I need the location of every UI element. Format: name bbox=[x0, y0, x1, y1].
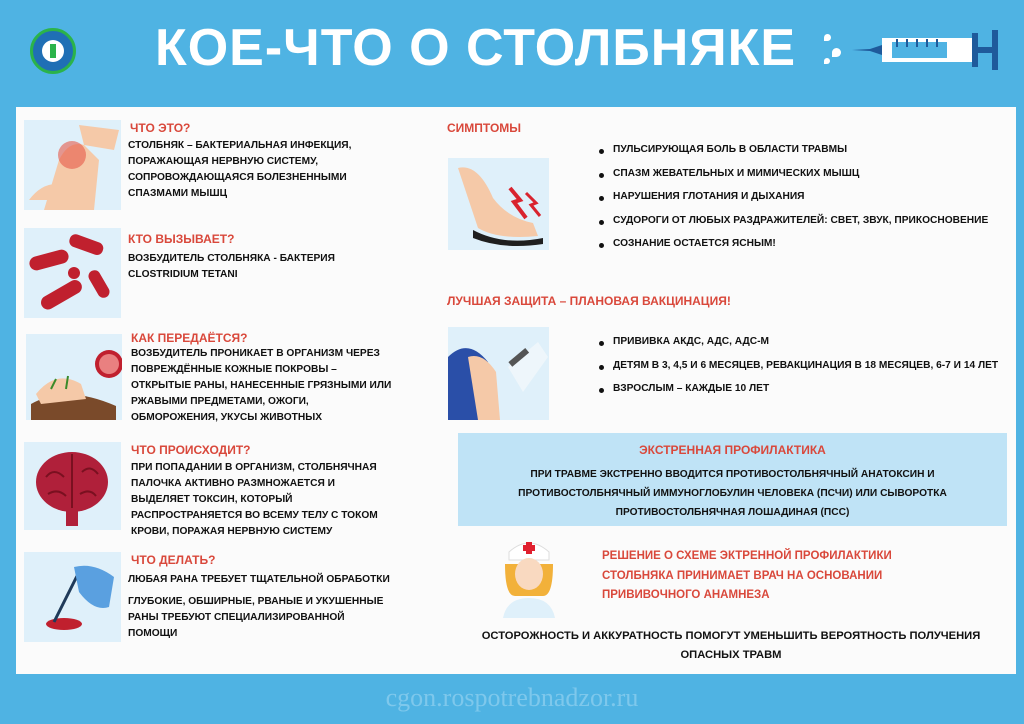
decision-text bbox=[602, 547, 892, 606]
section-text-what-to-do-2: ГЛУБОКИЕ, ОБШИРНЫЕ, РВАНЫЕ И УКУШЕННЫЕ РАНЫ ТРЕБУЮТ СПЕЦИАЛИЗИРОВАННОЙ ПОМОЩИ bbox=[128, 596, 384, 639]
section-text-who: ВОЗБУДИТЕЛЬ СТОЛБНЯКА - БАКТЕРИЯ CLOSTRIDIUM TETANI bbox=[128, 253, 335, 280]
list-item: СОЗНАНИЕ ОСТАЕТСЯ ЯСНЫМ! bbox=[597, 238, 988, 249]
vaccination-heading: ЛУЧШАЯ ЗАЩИТА – ПЛАНОВАЯ ВАКЦИНАЦИЯ! bbox=[447, 294, 731, 308]
brain-icon bbox=[24, 442, 121, 530]
section-text-what: СТОЛБНЯК – БАКТЕРИАЛЬНАЯ ИНФЕКЦИЯ, ПОРАЖАЮЩАЯ НЕРВНУЮ СИСТЕМУ, СОПРОВОЖДАЮЩАЯСЯ БОЛЕЗНЕННЫМИ СПАЗМАМИ МЫШЦ bbox=[128, 140, 352, 199]
vaccination-arm-icon bbox=[448, 327, 549, 420]
bacteria-icon bbox=[24, 228, 121, 318]
syringe-icon bbox=[852, 25, 1002, 75]
foot-pain-icon bbox=[24, 120, 121, 210]
page-title: КОЕ-ЧТО О СТОЛБНЯКЕ bbox=[155, 19, 797, 77]
section-heading-who: КТО ВЫЗЫВАЕТ? bbox=[128, 232, 235, 246]
scalpel-hand-icon bbox=[24, 552, 121, 642]
decision-line-2: СТОЛБНЯКА ПРИНИМАЕТ ВРАЧ НА ОСНОВАНИИ bbox=[602, 569, 883, 582]
foot-symptom-icon bbox=[448, 158, 549, 250]
closing-statement: ОСТОРОЖНОСТЬ И АККУРАТНОСТЬ ПОМОГУТ УМЕНЬШИТЬ ВЕРОЯТНОСТЬ ПОЛУЧЕНИЯ ОПАСНЫХ ТРАВМ bbox=[481, 630, 981, 661]
logo-icon bbox=[30, 28, 76, 74]
list-item: НАРУШЕНИЯ ГЛОТАНИЯ И ДЫХАНИЯ bbox=[597, 191, 988, 202]
symptoms-heading: СИМПТОМЫ bbox=[447, 121, 522, 135]
list-item: СУДОРОГИ ОТ ЛЮБЫХ РАЗДРАЖИТЕЛЕЙ: СВЕТ, ЗВУК, ПРИКОСНОВЕНИЕ bbox=[597, 215, 988, 226]
section-heading-what-happens: ЧТО ПРОИСХОДИТ? bbox=[131, 443, 251, 457]
list-item: ПРИВИВКА АКДС, АДС, АДС-М bbox=[597, 336, 998, 347]
list-item: СПАЗМ ЖЕВАТЕЛЬНЫХ И МИМИЧЕСКИХ МЫШЦ bbox=[597, 168, 988, 179]
section-heading-what: ЧТО ЭТО? bbox=[130, 121, 191, 135]
symptoms-list bbox=[597, 144, 988, 249]
footer-url: cgon.rospotrebnadzor.ru bbox=[385, 683, 639, 712]
nurse-icon bbox=[497, 534, 561, 618]
list-item: ПУЛЬСИРУЮЩАЯ БОЛЬ В ОБЛАСТИ ТРАВМЫ bbox=[597, 144, 988, 155]
section-heading-what-to-do: ЧТО ДЕЛАТЬ? bbox=[131, 553, 216, 567]
section-heading-how: КАК ПЕРЕДАЁТСЯ? bbox=[131, 331, 248, 345]
section-text-what-to-do: ЛЮБАЯ РАНА ТРЕБУЕТ ТЩАТЕЛЬНОЙ ОБРАБОТКИ bbox=[128, 574, 390, 585]
emergency-heading: ЭКСТРЕННАЯ ПРОФИЛАКТИКА bbox=[639, 443, 826, 457]
decision-line-1: РЕШЕНИЕ О СХЕМЕ ЭКТРЕННОЙ ПРОФИЛАКТИКИ bbox=[602, 550, 892, 562]
header bbox=[0, 0, 1024, 100]
emergency-box bbox=[458, 433, 1007, 526]
section-text-how: ВОЗБУДИТЕЛЬ ПРОНИКАЕТ В ОРГАНИЗМ ЧЕРЕЗ ПОВРЕЖДЁННЫЕ КОЖНЫЕ ПОКРОВЫ – ОТКРЫТЫЕ РАНЫ, НАНЕСЕННЫЕ ГРЯЗНЫМИ ИЛИ РЖАВЫМИ ПРЕДМЕТАМИ, ОЖОГИ, ОБМОРОЖЕНИЯ, УКУСЫ ЖИВОТНЫХ bbox=[131, 348, 392, 423]
emergency-text: ПРИ ТРАВМЕ ЭКСТРЕННО ВВОДИТСЯ ПРОТИВОСТОЛБНЯЧНЫЙ АНАТОКСИН И ПРОТИВОСТОЛБНЯЧНЫЙ ИММУНОГЛОБУЛИН ЧЕЛОВЕКА (ПСЧИ) ИЛИ СЫВОРОТКА ПРОТИВОСТОЛБНЯЧНАЯ ЛОШАДИНАЯ (ПСС) bbox=[518, 469, 947, 518]
drops-icon bbox=[822, 30, 846, 70]
decision-line-3: ПРИВИВОЧНОГО АНАМНЕЗА bbox=[602, 589, 770, 601]
list-item: ДЕТЯМ В 3, 4,5 И 6 МЕСЯЦЕВ, РЕВАКЦИНАЦИЯ В 18 МЕСЯЦЕВ, 6-7 И 14 ЛЕТ bbox=[597, 360, 998, 371]
wound-soil-icon bbox=[26, 334, 122, 420]
section-text-what-happens: ПРИ ПОПАДАНИИ В ОРГАНИЗМ, СТОЛБНЯЧНАЯ ПАЛОЧКА АКТИВНО РАЗМНОЖАЕТСЯ И ВЫДЕЛЯЕТ ТОКСИН, КОТОРЫЙ РАСПРОСТРАНЯЕТСЯ ВО ВСЕМУ ТЕЛУ С ТОКОМ КРОВИ, ПОРАЖАЯ НЕРВНУЮ СИСТЕМУ bbox=[131, 462, 378, 537]
list-item: ВЗРОСЛЫМ – КАЖДЫЕ 10 ЛЕТ bbox=[597, 383, 998, 394]
vaccination-list bbox=[597, 336, 998, 394]
